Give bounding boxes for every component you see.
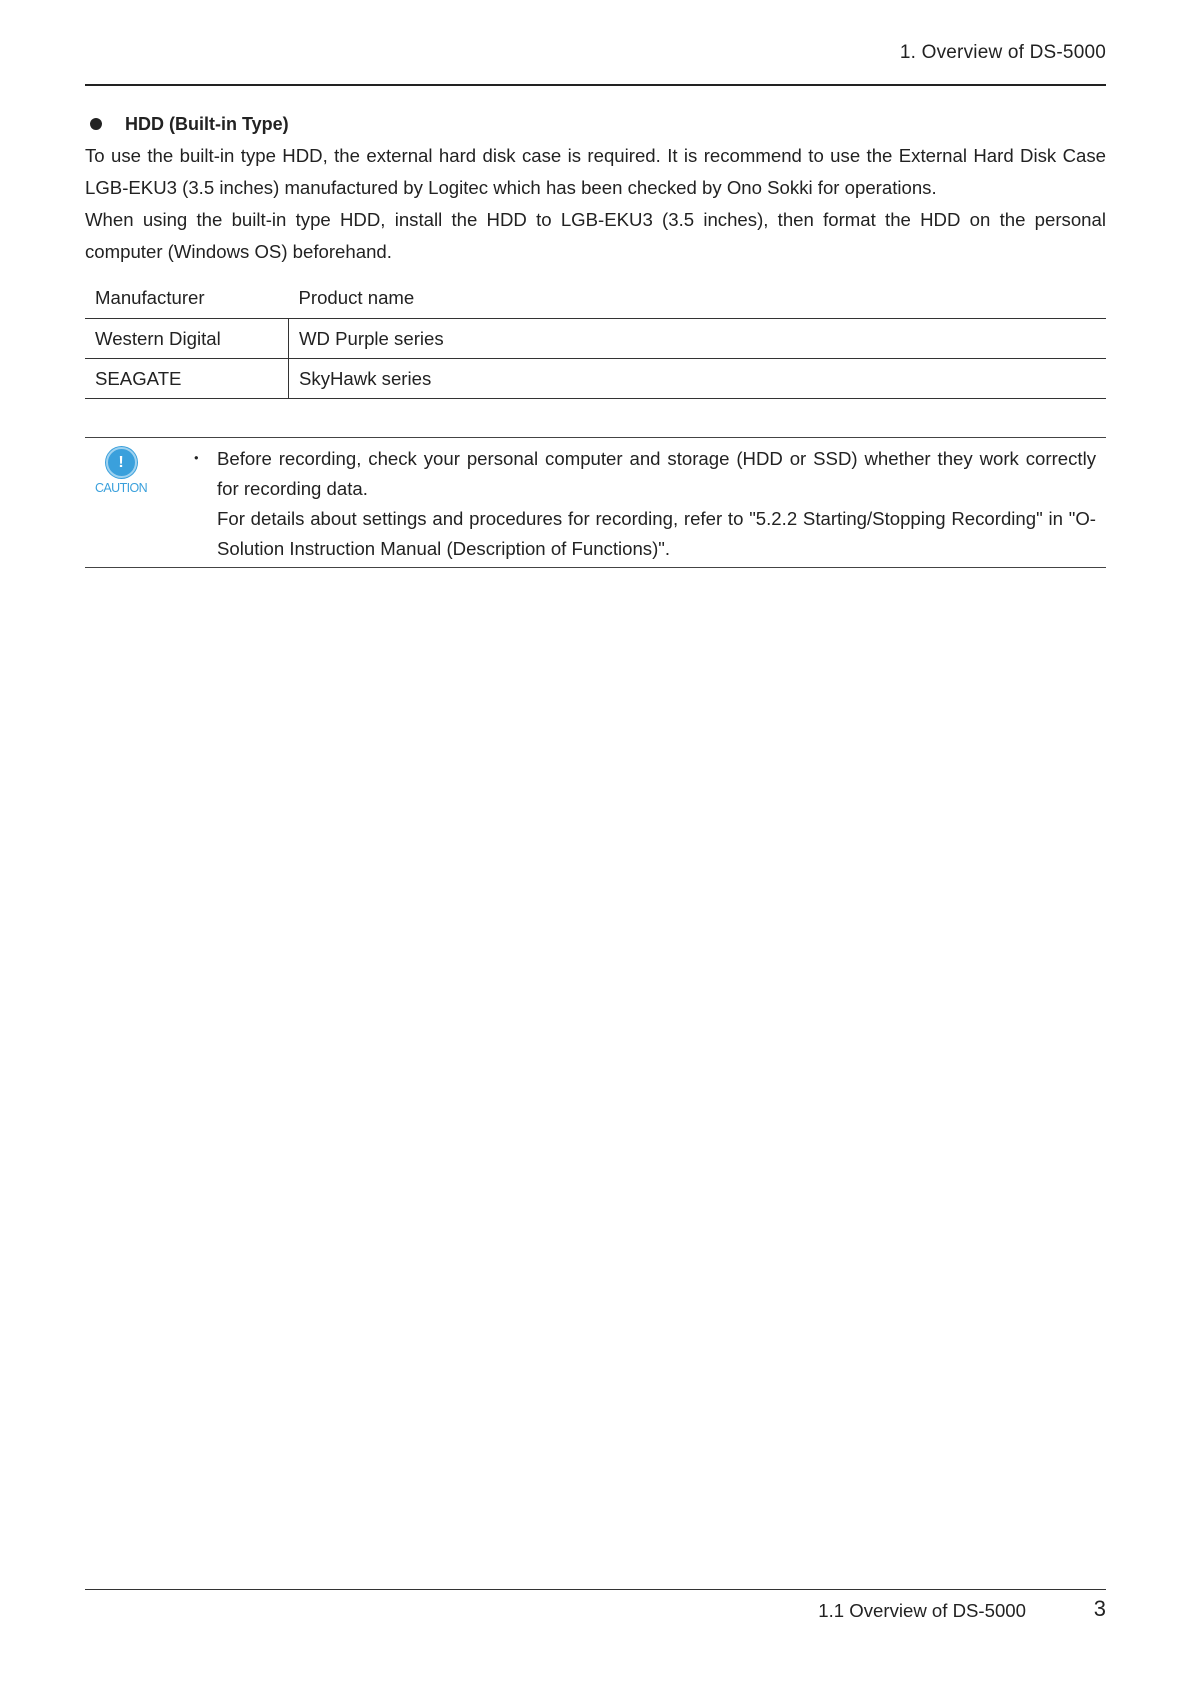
page-number: 3 [1093,1596,1106,1621]
hdd-table [85,278,1106,399]
section-body [85,140,1106,268]
caution-bullet: ・ [187,448,206,469]
bullet-icon [90,118,102,130]
caution-box [85,437,1106,568]
section-heading-text: HDD (Built-in Type) [125,113,289,134]
caution-label: CAUTION [95,481,148,495]
exclamation-icon: ! [106,447,137,478]
paragraph: To use the built-in type HDD, the external hard disk case is required. It is recommend to use the External Hard Disk Case LGB-EKU3 (3.5 inches) manufactured by Logitec which has been checked by Ono Sokki for operations. [85,145,1106,198]
caution-text [187,444,1096,564]
table-cell-product: WD Purple series [289,319,1107,359]
column-header-product: Product name [289,278,1107,319]
caution-icon [95,447,147,495]
paragraph: When using the built-in type HDD, install the HDD to LGB-EKU3 (3.5 inches), then format the HDD on the personal computer (Windows OS) beforehand. [85,209,1106,262]
table-cell-manufacturer: SEAGATE [85,359,289,399]
footer-section-title: 1.1 Overview of DS-5000 [818,1600,1026,1621]
hdd-section [85,110,1106,399]
caution-line: For details about settings and procedures for recording, refer to "5.2.2 Starting/Stopping Recording" in "O-Solution Instruction Manual (Description of Functions)". [217,508,1096,559]
page-footer [85,1589,1106,1630]
table-cell-manufacturer: Western Digital [85,319,289,359]
caution-line: Before recording, check your personal computer and storage (HDD or SSD) whether they work correctly for recording data. [217,448,1096,499]
table-cell-product: SkyHawk series [289,359,1107,399]
column-header-manufacturer: Manufacturer [85,278,289,319]
section-heading [85,110,1106,138]
page-header [85,40,1106,86]
table-row [85,319,1106,359]
table-header-row [85,278,1106,319]
chapter-title: 1. Overview of DS-5000 [899,42,1106,63]
table-row [85,359,1106,399]
